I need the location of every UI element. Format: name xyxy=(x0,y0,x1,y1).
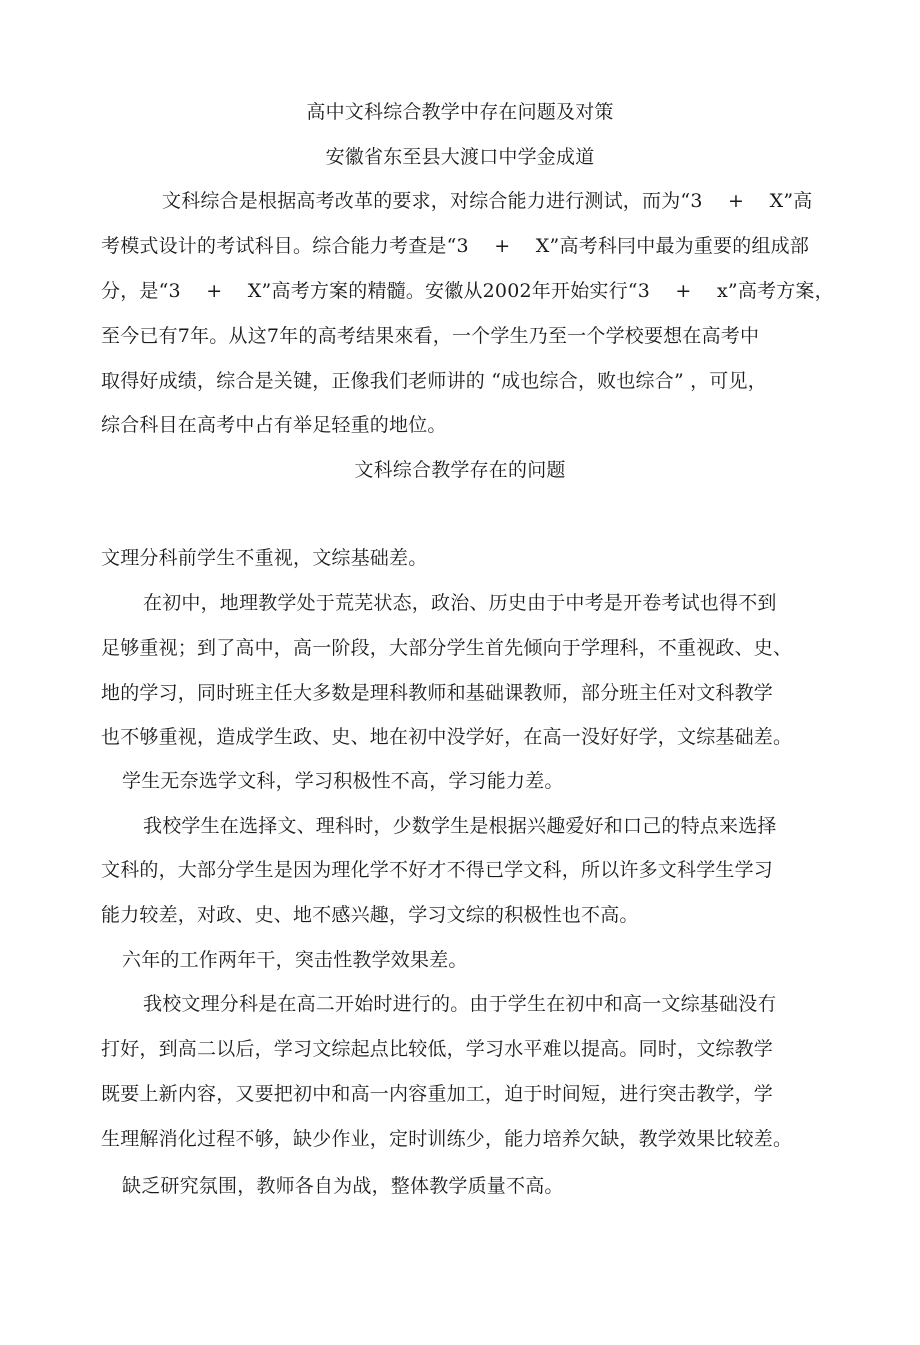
body-line: 地的学习，同时班主任大多数是理科教师和基础课教师，部分班主任对文科教学 xyxy=(101,682,774,704)
body-line: 打好，到高二以后，学习文综起点比较低，学习水平难以提高。同时，文综教学 xyxy=(101,1038,774,1060)
intro-line: 至今已有7年。从这7年的高考结果來看，一个学生乃至一个学校要想在高考中 xyxy=(101,325,760,347)
intro-line: 综合科目在高考中占有举足轻重的地位。 xyxy=(101,414,447,436)
intro-line: 文科综合是根据高考改革的要求，对综合能力进行测试，而为“3 + X”高 xyxy=(162,190,813,212)
intro-line: 取得好成绩，综合是关键，正像我们老师讲的 “成也综合，败也综合” ，可见， xyxy=(101,370,767,392)
body-line: 能力较差，对政、史、地不感兴趣，学习文综的积极性也不高。 xyxy=(101,904,639,926)
document-title: 高中文科综合教学中存在问题及对策 xyxy=(306,101,614,123)
subheading: 缺乏研究氛围，教师各自为战，整体教学质量不高。 xyxy=(122,1175,564,1197)
body-line: 在初中，地理教学处于荒芜状态，政治、历史由于中考是开卷考试也得不到 xyxy=(143,592,777,614)
body-line: 我校学生在选择文、理科时，少数学生是根据兴趣爱好和口己的特点来选择 xyxy=(143,815,777,837)
intro-line: 考模式设计的考试科目。综合能力考查是“3 + X”高考科冃中最为重要的组成部 xyxy=(101,235,810,257)
body-line: 足够重视；到了高中，高一阶段，大部分学生首先倾向于学理科，不重视政、史、 xyxy=(101,637,793,659)
body-line: 既要上新内容，又要把初中和高一内容重加工，迫于时间短，进行突击教学，学 xyxy=(101,1083,774,1105)
intro-line: 分，是“3 + X”高考方案的精髓。安徽从2002年开始实行“3 + x”高考方案， xyxy=(101,280,834,302)
body-line: 生理解消化过程不够，缺少作业，定时训练少，能力培养欠缺，教学效果比较差。 xyxy=(101,1128,793,1150)
subheading: 学生无奈选学文科，学习积极性不高，学习能力差。 xyxy=(122,770,564,792)
subheading: 文理分科前学生不重视，文综基础差。 xyxy=(101,547,428,569)
document-author: 安徽省东至县大渡口中学金成道 xyxy=(325,146,595,168)
section-heading: 文科综合教学存在的问题 xyxy=(354,459,566,481)
body-line: 文科的，大部分学生是因为理化学不好才不得已学文科，所以许多文科学生学习 xyxy=(101,859,774,881)
body-line: 也不够重视，造成学生政、史、地在初中没学好，在高一没好好学，文综基础差。 xyxy=(101,726,793,748)
body-line: 我校文理分科是在高二开始时进行的。由于学生在初中和高一文综基础没冇 xyxy=(143,993,777,1015)
subheading: 六年的工作两年干，突击性教学效果差。 xyxy=(122,949,468,971)
